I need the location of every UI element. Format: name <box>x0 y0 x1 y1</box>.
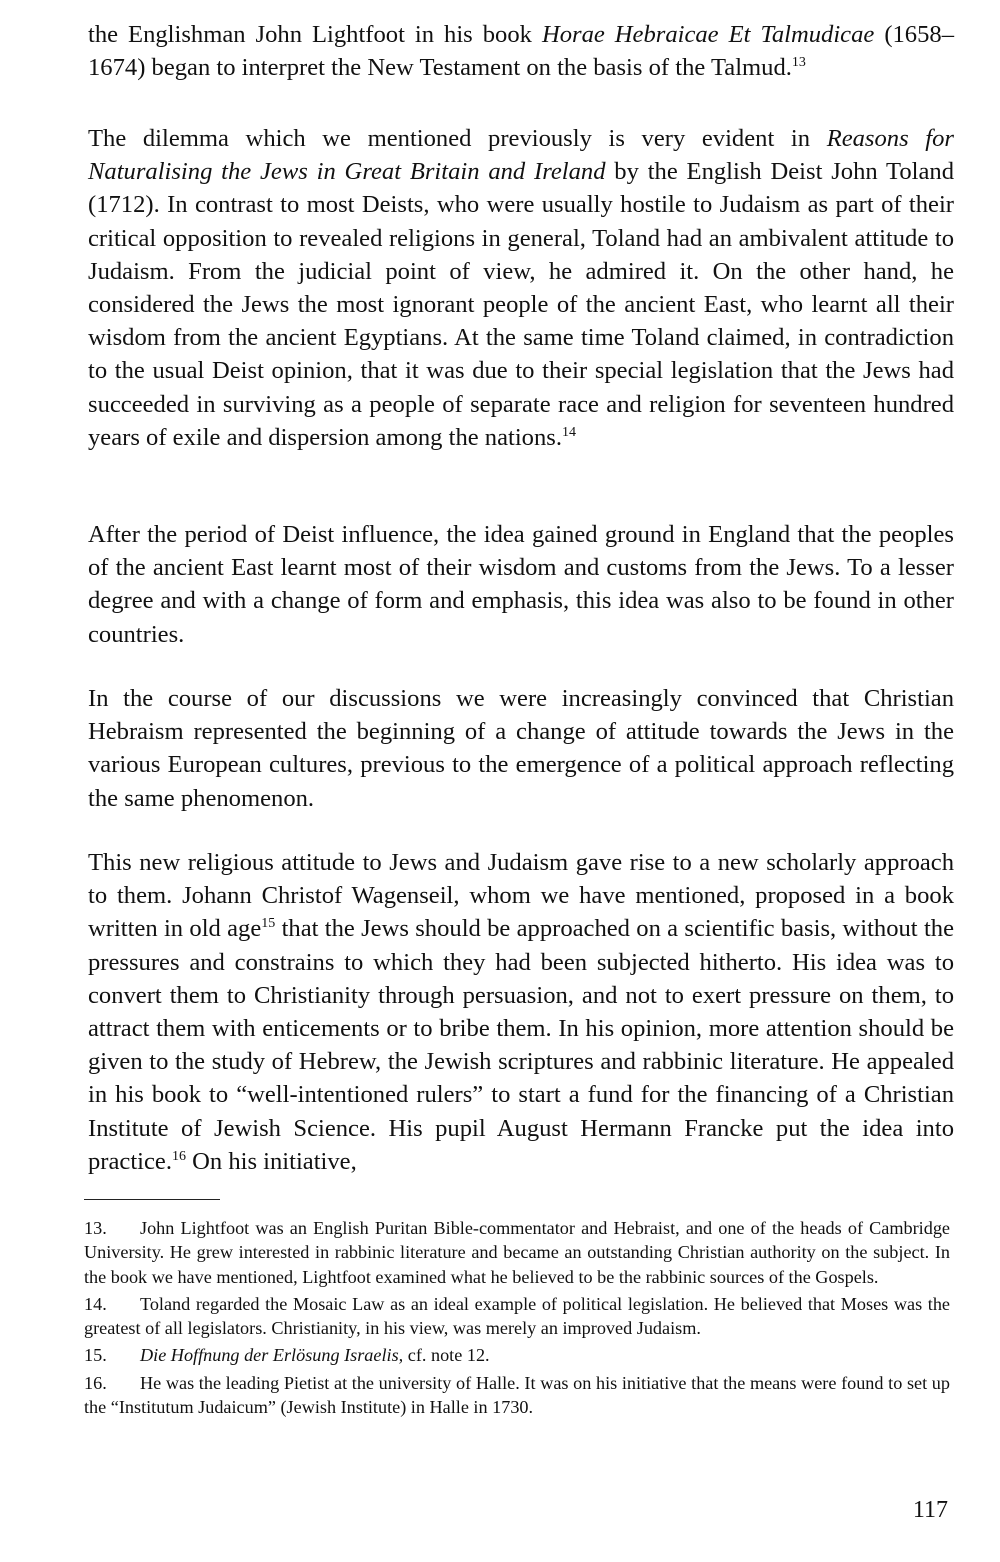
footnote-text: John Lightfoot was an English Puritan Bible-commentator and Hebraist, and one of the heads of Cambridge University. He grew interested in rabbinic literature and became an outstanding Christian authority on the subject. In the book we have mentioned, Lightfoot examined what he believed to be the rabbinic sources of the Gospels. <box>84 1218 950 1287</box>
paragraph-1-text-2: (1658–1674) began to interpret the New Testament on the basis of the Talmud. <box>88 21 954 82</box>
paragraph-2 <box>88 122 954 454</box>
footnote-15 <box>84 1343 950 1367</box>
paragraph-1-text: the Englishman John Lightfoot in his book <box>88 21 542 48</box>
paragraph-5 <box>88 846 954 1178</box>
footnotes <box>84 1216 950 1422</box>
footnote-ref-15: 15 <box>261 916 276 932</box>
footnote-number: 13. <box>84 1218 107 1238</box>
footnote-ref-14: 14 <box>562 424 576 440</box>
footnote-text: Toland regarded the Mosaic Law as an ideal example of political legislation. He believed that Moses was the greatest of all legislators. Christianity, in his view, was merely an improved Judaism. <box>84 1293 950 1339</box>
footnote-14 <box>84 1292 950 1341</box>
footnote-divider <box>84 1199 220 1200</box>
paragraph-2-text-2: by the English Deist John Toland (1712). In contrast to most Deists, who were usually hostile to Judaism as part of their critical opposition to revealed religions in general, Toland had an ambivalent attitude to Judaism. From the judicial point of view, he admired it. On the other hand, he considered the Jews the most ignorant people of the ancient East, who learnt all their wisdom from the ancient Egyptians. At the same time Toland claimed, in contradiction to the usual Deist opinion, that it was due to their special legislation that the Jews had succeeded in surviving as a people of separate race and religion for seventeen hundred years of exile and dispersion among the nations. <box>88 158 954 451</box>
book-title-horae: Horae Hebraicae Et Talmudicae <box>541 21 875 48</box>
footnote-number: 16. <box>84 1372 107 1393</box>
footnote-number: 15. <box>84 1345 107 1366</box>
paragraph-1 <box>88 18 954 84</box>
footnote-book-title: Die Hoffnung der Erlösung Israelis, <box>140 1345 404 1366</box>
page-number: 117 <box>912 1497 948 1523</box>
paragraph-3: After the period of Deist influence, the idea gained ground in England that the peoples of the ancient East learnt most of their wisdom and customs from the Jews. To a lesser degree and with a change of form and emphasis, this idea was also to be found in other countries. <box>88 521 954 648</box>
footnote-ref-16: 16 <box>171 1148 186 1164</box>
paragraph-4: In the course of our discussions we were increasingly convinced that Christian Hebraism represented the beginning of a change of attitude towards the Jews in the various European cultures, previous to the emergence of a political approach reflecting the same phenomenon. <box>88 685 954 812</box>
footnote-ref-13: 13 <box>791 55 806 71</box>
book-title-reasons: Reasons for Naturalising the Jews in Great Britain and Ireland <box>88 125 954 186</box>
footnote-13 <box>84 1216 950 1289</box>
paragraph-5-text: This new religious attitude to Jews and Judaism gave rise to a new scholarly approach to them. Johann Christof Wagenseil, whom we have mentioned, proposed in a book written in old age <box>88 849 954 943</box>
paragraph-5-text-2: that the Jews should be approached on a scientific basis, without the pressures and constrains to which they had been subjected hitherto. His idea was to convert them to Christianity through persuasion, and not to exert pressure on them, to attract them with enticements or to bribe them. In his opinion, more attention should be given to the study of Hebrew, the Jewish scriptures and rabbinic literature. He appealed in his book to “well-intentioned rulers” to start a fund for the financing of a Christian Institute of Jewish Science. His pupil August Hermann Francke put the idea into practice. <box>88 915 954 1175</box>
paragraph-5-text-3: On his initiative, <box>185 1147 357 1175</box>
footnote-text: He was the leading Pietist at the university of Halle. It was on his initiative that the means were found to set up the “Institutum Judaicum” (Jewish Institute) in Halle in 1730. <box>84 1372 950 1418</box>
footnote-text: cf. note 12. <box>403 1345 490 1366</box>
footnote-16 <box>84 1371 950 1420</box>
paragraph-2-text: The dilemma which we mentioned previously is very evident in <box>88 125 827 152</box>
footnote-number: 14. <box>84 1293 107 1314</box>
